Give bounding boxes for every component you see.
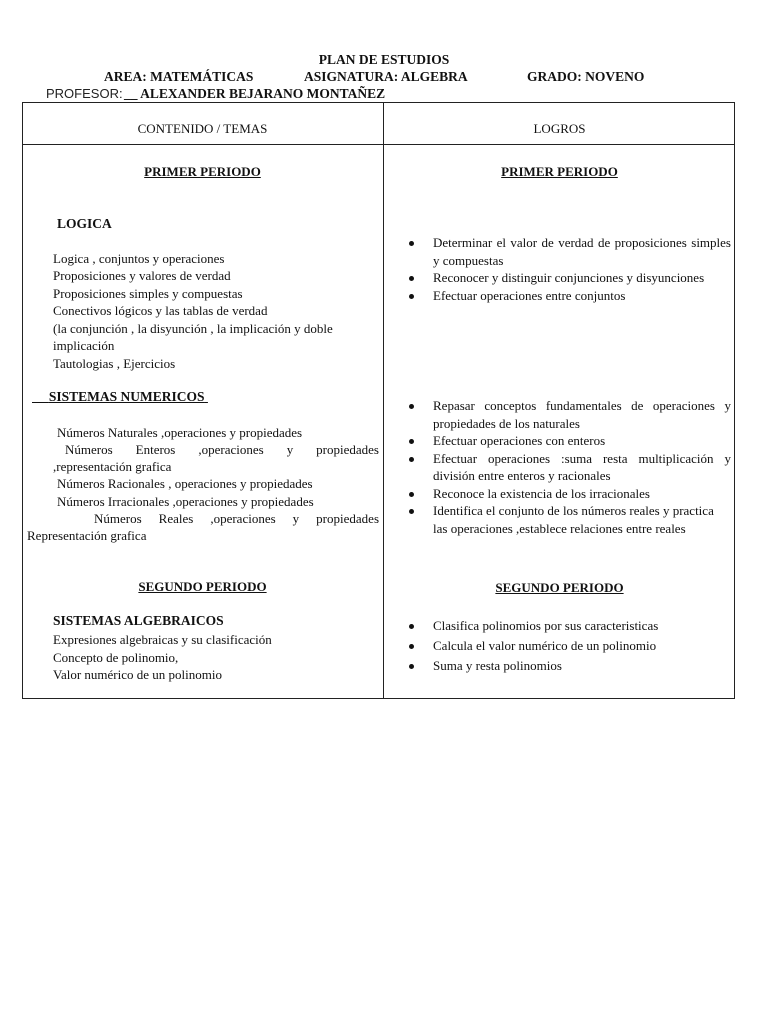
numericos-item: Números Enteros ,operaciones y propiedades bbox=[65, 442, 379, 457]
numericos-item: Números Naturales ,operaciones y propiedades bbox=[57, 425, 303, 440]
bullet-icon bbox=[409, 509, 414, 514]
bullet-icon bbox=[409, 664, 414, 669]
document-title: PLAN DE ESTUDIOS bbox=[318, 52, 450, 67]
logros-numericos-list bbox=[405, 397, 731, 537]
logros-algebraicos-list bbox=[405, 616, 731, 676]
column-header-logros: LOGROS bbox=[533, 121, 586, 136]
list-item: Clasifica polinomios por sus caracteristicas bbox=[405, 616, 731, 636]
list-item: Efectuar operaciones entre conjuntos bbox=[405, 287, 731, 305]
column-divider bbox=[383, 102, 384, 699]
primer-periodo-left-heading: PRIMER PERIODO bbox=[144, 164, 261, 179]
algebraicos-item: Concepto de polinomio, bbox=[53, 650, 179, 665]
header-divider bbox=[22, 144, 735, 145]
bullet-icon bbox=[409, 492, 414, 497]
list-item: Reconoce la existencia de los irracionales bbox=[405, 485, 731, 503]
bullet-icon bbox=[409, 624, 414, 629]
asignatura-label: ASIGNATURA: ALGEBRA bbox=[304, 69, 468, 84]
numericos-item: ,representación grafica bbox=[53, 459, 172, 474]
sistemas-numericos-heading: SISTEMAS NUMERICOS bbox=[48, 389, 205, 404]
profesor-label: PROFESOR: bbox=[46, 86, 123, 101]
column-header-contenido: CONTENIDO / TEMAS bbox=[137, 121, 268, 136]
bullet-icon bbox=[409, 644, 414, 649]
logica-item: implicación bbox=[53, 338, 115, 353]
numericos-item: Representación grafica bbox=[27, 528, 147, 543]
bullet-icon bbox=[409, 241, 414, 246]
bullet-icon bbox=[409, 404, 414, 409]
bullet-icon bbox=[409, 457, 414, 462]
logica-item: (la conjunción , la disyunción , la implicación y doble bbox=[53, 321, 333, 336]
bullet-icon bbox=[409, 294, 414, 299]
profesor-name: __ ALEXANDER BEJARANO MONTAÑEZ bbox=[124, 86, 386, 101]
bullet-icon bbox=[409, 276, 414, 281]
sistemas-algebraicos-heading: SISTEMAS ALGEBRAICOS bbox=[53, 613, 224, 628]
logica-item: Proposiciones y valores de verdad bbox=[53, 268, 231, 283]
grado-label: GRADO: NOVENO bbox=[527, 69, 645, 84]
logica-item: Logica , conjuntos y operaciones bbox=[53, 251, 225, 266]
list-item: Identifica el conjunto de los números reales y practica las operaciones ,establece relaciones entre reales bbox=[405, 502, 731, 537]
list-item: Determinar el valor de verdad de proposiciones simples y compuestas bbox=[405, 234, 731, 269]
area-label: AREA: MATEMÁTICAS bbox=[104, 69, 254, 84]
logros-logica-list bbox=[405, 234, 731, 304]
bullet-icon bbox=[409, 439, 414, 444]
logica-item: Conectivos lógicos y las tablas de verdad bbox=[53, 303, 268, 318]
numericos-item: Números Racionales , operaciones y propiedades bbox=[57, 476, 313, 491]
logica-item: Tautologias , Ejercicios bbox=[53, 356, 176, 371]
list-item: Suma y resta polinomios bbox=[405, 656, 731, 676]
logica-item: Proposiciones simples y compuestas bbox=[53, 286, 243, 301]
list-item: Repasar conceptos fundamentales de operaciones y propiedades de los naturales bbox=[405, 397, 731, 432]
numericos-item: Números Reales ,operaciones y propiedades bbox=[94, 511, 379, 526]
primer-periodo-right-heading: PRIMER PERIODO bbox=[501, 164, 618, 179]
list-item: Calcula el valor numérico de un polinomio bbox=[405, 636, 731, 656]
algebraicos-item: Expresiones algebraicas y su clasificación bbox=[53, 632, 272, 647]
list-item: Efectuar operaciones :suma resta multiplicación y división entre enteros y racionales bbox=[405, 450, 731, 485]
logica-heading: LOGICA bbox=[57, 216, 112, 231]
algebraicos-item: Valor numérico de un polinomio bbox=[53, 667, 222, 682]
list-item: Efectuar operaciones con enteros bbox=[405, 432, 731, 450]
list-item: Reconocer y distinguir conjunciones y disyunciones bbox=[405, 269, 731, 287]
segundo-periodo-right-heading: SEGUNDO PERIODO bbox=[495, 580, 624, 595]
numericos-item: Números Irracionales ,operaciones y propiedades bbox=[57, 494, 314, 509]
segundo-periodo-left-heading: SEGUNDO PERIODO bbox=[138, 579, 267, 594]
